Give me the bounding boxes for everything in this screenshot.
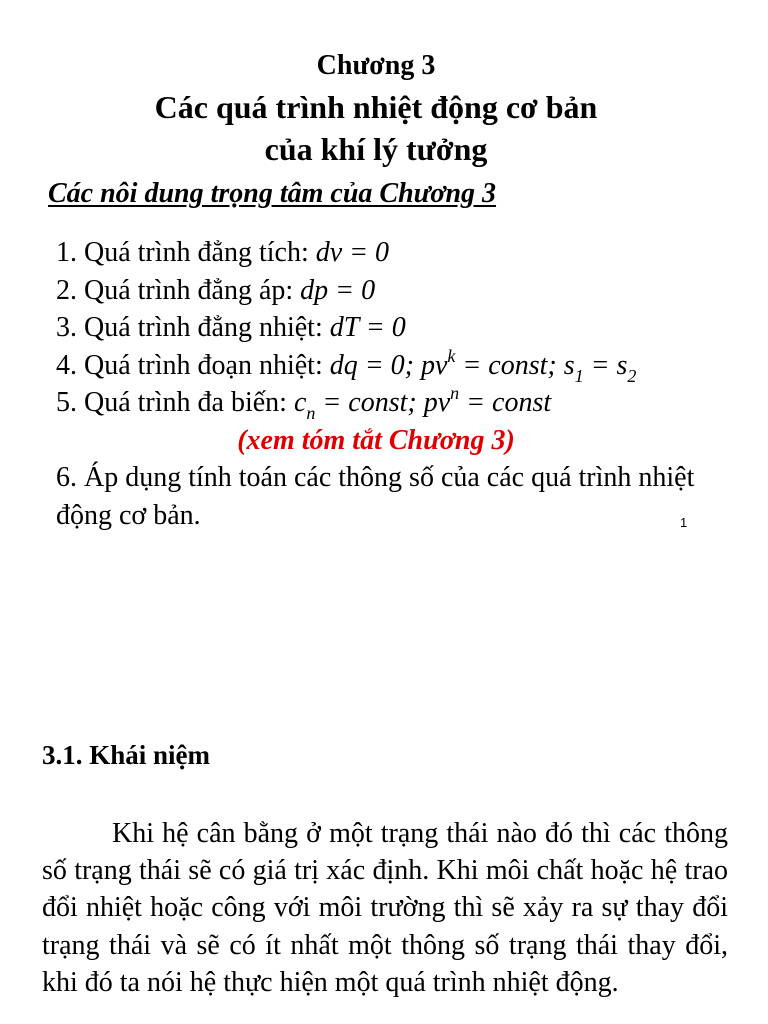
topic-text: 2. Quá trình đẳng áp:: [56, 274, 301, 306]
topic-text: 1. Quá trình đẳng tích:: [56, 237, 316, 268]
chapter-title-line-2: của khí lý tưởng: [264, 131, 488, 167]
topic-text: 5. Quá trình đa biến:: [56, 387, 294, 418]
formula-superscript: n: [450, 383, 460, 403]
topic-item-polytropic: [56, 384, 736, 422]
topic-formula: dp = 0: [300, 274, 376, 306]
topic-item-applied-calculation: 6. Áp dụng tính toán các thông số của các quá trình nhiệt động cơ bản.: [56, 462, 695, 531]
formula-part: = const; pv: [315, 387, 451, 418]
topic-formula: [293, 383, 552, 423]
formula-superscript: k: [447, 345, 456, 366]
topic-list: [56, 234, 736, 534]
formula-part: dq = 0; pv: [329, 349, 448, 381]
key-content-heading: Các nôi dung trọng tâm của Chương 3: [48, 178, 497, 209]
topic-formula: [329, 345, 637, 386]
chapter-title-line-1: Các quá trình nhiệt động cơ bản: [154, 89, 598, 125]
topic-text: 3. Quá trình đẳng nhiệt:: [56, 312, 330, 343]
chapter-label: Chương 3: [316, 50, 436, 81]
formula-part: = s: [583, 349, 628, 381]
topic-item-isochoric: [56, 234, 736, 272]
topic-text: 4. Quá trình đoạn nhiệt:: [56, 349, 330, 381]
topic-formula: dT = 0: [329, 312, 406, 343]
topic-item-isobaric: [56, 272, 736, 310]
body-paragraph: Khi hệ cân bằng ở một trạng thái nào đó thì các thông số trạng thái sẽ có giá trị xác định. Khi môi chất hoặc hệ trao đổi nhiệt hoặc công với môi trường thì sẽ xảy ra sự thay đổi trạng thái và sẽ có ít nhất một thông số trạng thái thay đổi, khi đó ta nói hệ thực hiện một quá trình nhiệt động.: [42, 818, 728, 998]
formula-subscript: 1: [574, 365, 584, 386]
formula-part: = const; s: [455, 349, 575, 381]
formula-part: = const: [459, 387, 552, 418]
chapter-title: [0, 86, 752, 170]
topic-item-adiabatic: [56, 347, 736, 385]
slide-number: 1: [680, 515, 688, 530]
formula-subscript: n: [306, 403, 316, 423]
section-title: 3.1. Khái niệm: [42, 740, 211, 770]
formula-subscript: 2: [627, 365, 637, 386]
topic-formula: dv = 0: [315, 237, 390, 268]
summary-note: (xem tóm tắt Chương 3): [237, 424, 515, 456]
topic-item-isothermal: [56, 309, 736, 347]
formula-part: c: [293, 387, 307, 418]
